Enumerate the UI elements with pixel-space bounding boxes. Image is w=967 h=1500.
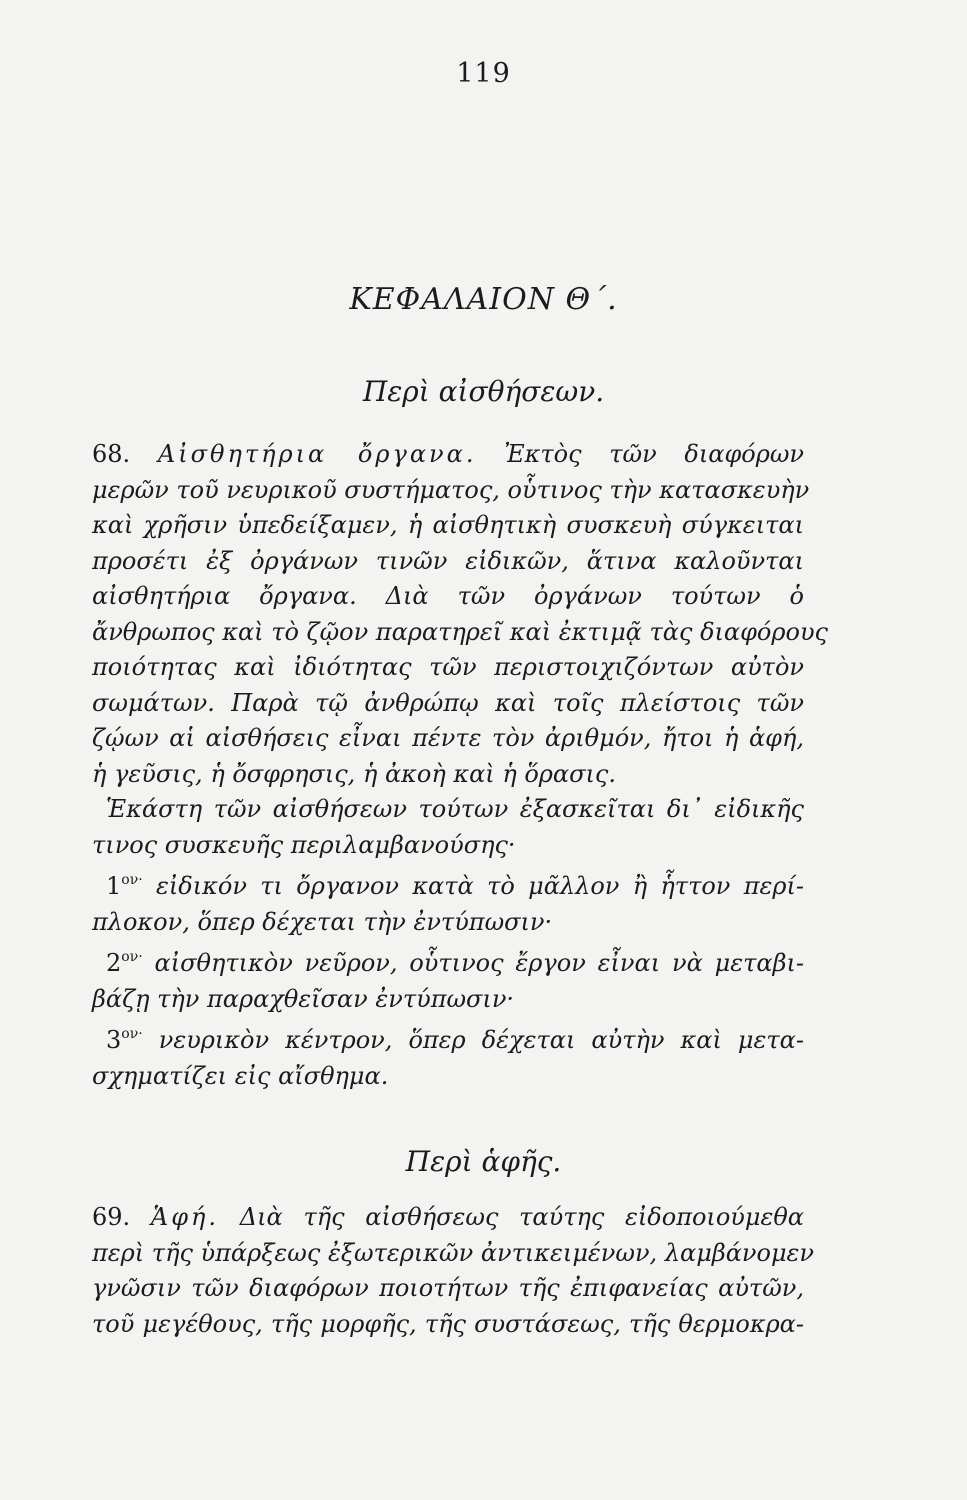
paragraph-line [92,437,804,473]
page-number: 119 [456,58,511,89]
paragraph-line: αἰσθητήρια ὄργανα. Διὰ τῶν ὀργάνων τούτων ὁ [92,582,804,610]
paragraph-line: σωμάτων. Παρὰ τῷ ἀνθρώπῳ καὶ τοῖς πλείστοις τῶν [92,688,804,717]
paragraph-line: ποιότητας καὶ ἰδιότητας τῶν περιστοιχιζόντων αὐτὸν [92,653,804,681]
list-marker: 1 [106,872,122,900]
paragraph-heading: Αἰσθητήρια ὄργανα. [157,440,477,468]
paragraph-line: ζῴων αἱ αἰσθήσεις εἶναι πέντε τὸν ἀριθμόν, ἤτοι ἡ ἁφή, [92,724,804,752]
paragraph-line: μερῶν τοῦ νευρικοῦ συστήματος, οὗτινος τὴν κατασκευὴν [92,475,810,504]
paragraph-line: Ἑκάστη τῶν αἰσθήσεων τούτων ἐξασκεῖται δι᾽ εἰδικῆς [106,795,804,823]
list-marker-suffix: ον· [121,1026,143,1042]
list-marker-suffix: ον· [121,872,143,888]
section-title-touch: Περὶ ἁφῆς. [405,1145,562,1178]
list-item [92,863,804,905]
chapter-title: ΚΕΦΑΛΑΙΟΝ Θ΄. [349,282,618,317]
paragraph-text: Διὰ τῆς αἰσθήσεως ταύτης εἰδοποιούμεθα [239,1203,804,1231]
list-item-continuation: σχηματίζει εἰς αἴσθημα. [92,1061,389,1090]
paragraph-line: τοῦ μεγέθους, τῆς μορφῆς, τῆς συστάσεως, τῆς θερμοκρα- [92,1309,804,1338]
list-item [92,940,804,982]
paragraph-heading: Ἁφή. [150,1203,220,1231]
paragraph-text: Ἐκτὸς τῶν διαφόρων [504,440,805,468]
paragraph-number: 69. [92,1203,131,1231]
list-marker: 2 [106,949,122,977]
list-item-continuation: βάζῃ τὴν παραχθεῖσαν ἐντύπωσιν· [92,984,515,1013]
paragraph-number: 68. [92,440,131,468]
list-item [92,1017,804,1059]
paragraph-line: ἄνθρωπος καὶ τὸ ζῷον παρατηρεῖ καὶ ἐκτιμᾷ τὰς διαφόρους [92,617,828,646]
paragraph-line: περὶ τῆς ὑπάρξεως ἐξωτερικῶν ἀντικειμένων, λαμβάνομεν [92,1238,815,1267]
paragraph-line: ἡ γεῦσις, ἡ ὄσφρησις, ἡ ἀκοὴ καὶ ἡ ὅρασις. [92,759,616,788]
list-marker-suffix: ον· [121,949,143,965]
paragraph-line: γνῶσιν τῶν διαφόρων ποιοτήτων τῆς ἐπιφανείας αὐτῶν, [92,1274,804,1302]
list-item-text: εἰδικόν τι ὄργανον κατὰ τὸ μᾶλλον ἢ ἧττον περί- [156,872,804,900]
list-item-text: νευρικὸν κέντρον, ὅπερ δέχεται αὐτὴν καὶ μετα- [158,1026,804,1054]
paragraph-line: καὶ χρῆσιν ὑπεδείξαμεν, ἡ αἰσθητικὴ συσκευὴ σύγκειται [92,511,804,539]
section-title-senses: Περὶ αἰσθήσεων. [362,375,605,408]
list-marker: 3 [106,1026,122,1054]
paragraph-line: τινος συσκευῆς περιλαμβανούσης· [92,830,516,859]
paragraph-69 [92,1200,815,1342]
list-item-continuation: πλοκον, ὅπερ δέχεται τὴν ἐντύπωσιν· [92,907,553,936]
list-item-text: αἰσθητικὸν νεῦρον, οὗτινος ἔργον εἶναι νὰ μεταβι- [154,949,804,977]
paragraph-line [92,1200,804,1236]
paragraph-68 [92,437,828,1094]
paragraph-line: προσέτι ἐξ ὀργάνων τινῶν εἰδικῶν, ἅτινα καλοῦνται [92,546,804,575]
